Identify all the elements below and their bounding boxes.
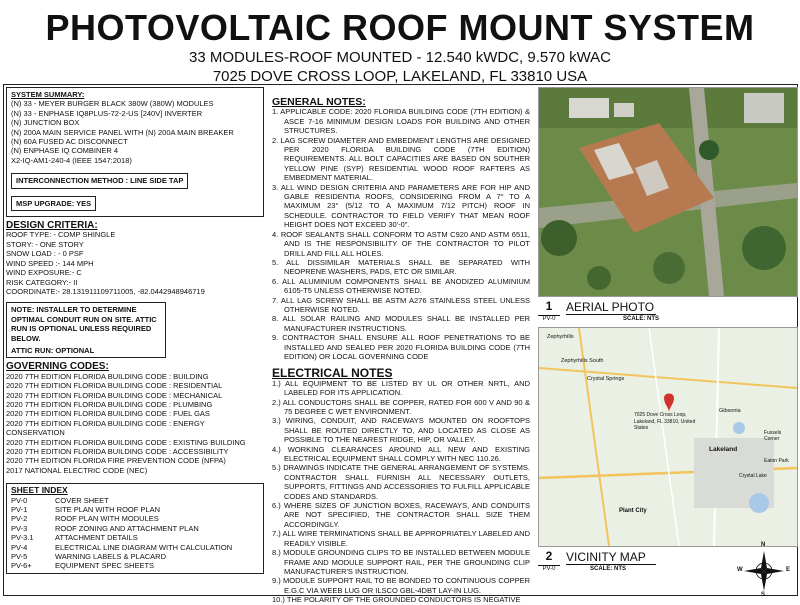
sheet-id: PV-2 bbox=[11, 514, 28, 524]
sheet-id: PV-3 bbox=[11, 523, 28, 533]
list-item: SNOW LOAD : - 0 PSF bbox=[6, 249, 84, 259]
list-item: WIND EXPOSURE:- C bbox=[6, 268, 82, 278]
sheet-desc: WARNING LABELS & PLACARD bbox=[55, 552, 167, 562]
list-item: 2020 7TH EDITION FLORIDA BUILDING CODE : PLUMBING bbox=[6, 399, 213, 409]
list-item: 3. ALL WIND DESIGN CRITERIA AND PARAMETERS ARE FOR HIP AND GABLE RESIDENTIA ROOFS, CONSIDERING FROM A 7° TO A MAXIMUM 23° (5/12 TO A MAXIMUM 7/12 PITCH) ROOF IN SCHEDULE. CONTRACTOR TO FIELD VERIFY THAT MEAN ROOF HEIGHT DOES NOT EXCEED 30'-0". bbox=[272, 182, 530, 230]
list-item: WIND SPEED :- 144 MPH bbox=[6, 258, 94, 268]
conduit-note: NOTE: INSTALLER TO DETERMINE OPTIMAL CONDUIT RUN ON SITE. ATTIC RUN IS OPTIONAL UNLESS REQUIRED BELOW. bbox=[11, 305, 157, 343]
page-title: PHOTOVOLTAIC ROOF MOUNT SYSTEM bbox=[45, 7, 755, 48]
map-place: Zephyrhills South bbox=[561, 358, 604, 364]
sheet-desc: SITE PLAN WITH ROOF PLAN bbox=[55, 505, 161, 515]
list-item: 2020 7TH EDITION FLORIDA BUILDING CODE : RESIDENTIAL bbox=[6, 381, 223, 391]
middle-column bbox=[272, 98, 530, 605]
compass-rose bbox=[737, 542, 791, 598]
list-item: 4. ROOF SEALANTS SHALL CONFORM TO ASTM C920 AND ASTM 6511, AND IS THE RESPONSIBILITY OF THE CONTRACTOR TO PILOT DRILL AND FILL ALL HOLES. bbox=[272, 229, 530, 258]
project-address: 7025 DOVE CROSS LOOP, LAKELAND, FL 33810 USA bbox=[212, 68, 588, 85]
compass-north: N bbox=[761, 542, 766, 548]
sheet-desc: EQUIPMENT SPEC SHEETS bbox=[55, 561, 155, 571]
conduit-note-box bbox=[6, 302, 166, 358]
project-subtitle: 33 MODULES-ROOF MOUNTED - 12.540 kWDC, 9.570 kWAC bbox=[188, 49, 612, 66]
aerial-sheet: PV-0 bbox=[542, 316, 556, 322]
list-item: 7. ALL LAG SCREW SHALL BE ASTM A276 STAINLESS STEEL UNLESS OTHERWISE NOTED. bbox=[272, 295, 530, 314]
sheet-id: PV-3.1 bbox=[11, 533, 34, 543]
list-item: 2020 7TH EDITION FLORIDA BUILDING CODE : EXISTING BUILDING bbox=[6, 437, 246, 447]
list-item: 2020 7TH EDITION FLORIDA BUILDING CODE : BUILDING bbox=[6, 371, 209, 381]
electrical-notes-heading: ELECTRICAL NOTES bbox=[272, 366, 393, 381]
sheet-desc: ROOF PLAN WITH MODULES bbox=[55, 514, 159, 524]
list-item: 5.) DRAWINGS INDICATE THE GENERAL ARRANGEMENT OF SYSTEMS. CONTRACTOR SHALL FURNISH ALL NECESSARY OUTLETS, SUPPORTS, FITTINGS AND ACCESSORIES TO FULFILL APPLICABLE CODES AND STANDARDS. bbox=[272, 463, 530, 501]
aerial-photo bbox=[538, 87, 798, 297]
list-item: 5. ALL DISSIMILAR MATERIALS SHALL BE SEPARATED WITH NEOPRENE WASHERS, PADS, ETC OR SIMILAR. bbox=[272, 257, 530, 277]
right-column bbox=[538, 87, 796, 573]
sheet-id: PV-1 bbox=[11, 505, 28, 515]
map-place: Crystal Lake bbox=[739, 473, 767, 479]
list-item: 10.) THE POLARITY OF THE GROUNDED CONDUCTORS IS NEGATIVE bbox=[272, 595, 521, 605]
list-item: (N) 200A MAIN SERVICE PANEL WITH (N) 200A MAIN BREAKER bbox=[11, 127, 234, 137]
list-item: 2.) ALL CONDUCTORS SHALL BE COPPER, RATED FOR 600 V AND 90 & 75 DEGREE C WET ENVIRONMENT. bbox=[272, 397, 530, 416]
aerial-photo-graphic bbox=[539, 88, 797, 296]
sheet-desc: COVER SHEET bbox=[55, 495, 109, 505]
list-item: 1.) ALL EQUIPMENT TO BE LISTED BY UL OR OTHER NRTL, AND LABELED FOR ITS APPLICATION. bbox=[272, 378, 530, 398]
governing-codes-list bbox=[6, 372, 264, 475]
sheet-id: PV-6+ bbox=[11, 561, 32, 571]
sheet-desc: ROOF ZONING AND ATTACHMENT PLAN bbox=[55, 523, 199, 533]
list-item: RISK CATEGORY:- II bbox=[6, 277, 78, 287]
list-item: 6. ALL ALUMINIUM COMPONENTS SHALL BE ANODIZED ALUMINIUM 6105-T5 UNLESS OTHERWISE NOTED. bbox=[272, 276, 530, 296]
compass-icon bbox=[743, 550, 785, 592]
map-place: Zephyrhills bbox=[547, 334, 574, 340]
sheet-id: PV-5 bbox=[11, 552, 28, 562]
vicinity-sheet: PV-0 bbox=[542, 566, 556, 572]
list-item: 9.) MODULE SUPPORT RAIL TO BE BONDED TO CONTINUOUS COPPER E.G.C VIA WEEB LUG OR ILSCO GBL-4DBT LAY-IN LUG. bbox=[272, 576, 530, 595]
map-place: Eaton Park bbox=[764, 458, 789, 464]
list-item: 1. APPLICABLE CODE: 2020 FLORIDA BUILDING CODE (7TH EDITION) & ASCE 7-16 MINIMUM DESIGN LOADS FOR BUILDING AND OTHER STRUCTURES. bbox=[272, 107, 530, 136]
list-item: X2-IQ-AM1-240-4 (IEEE 1547:2018) bbox=[11, 155, 132, 165]
design-criteria-list bbox=[6, 230, 264, 296]
list-item: (N) 33 - ENPHASE IQ8PLUS-72-2-US [240V] INVERTER bbox=[11, 108, 203, 118]
map-place: Gibsonia bbox=[719, 408, 741, 414]
attic-run: ATTIC RUN: OPTIONAL bbox=[11, 345, 95, 355]
compass-east: E bbox=[786, 567, 791, 573]
map-pin-label: 7025 Dove Cross Loop, Lakeland, FL 33810, United States bbox=[634, 412, 696, 431]
sheet-index-box bbox=[6, 483, 264, 574]
aerial-scale: SCALE: NTS bbox=[623, 316, 659, 322]
map-place: Fussels Corner bbox=[764, 430, 782, 442]
left-column bbox=[6, 87, 264, 577]
vicinity-scale: SCALE: NTS bbox=[590, 566, 626, 572]
system-summary-list bbox=[11, 99, 259, 165]
map-place: Lakeland bbox=[709, 446, 738, 453]
list-item: STORY: - ONE STORY bbox=[6, 239, 84, 249]
list-item: (N) ENPHASE IQ COMBINER 4 bbox=[11, 146, 119, 156]
interconnection-method: INTERCONNECTION METHOD : LINE SIDE TAP bbox=[11, 173, 188, 188]
list-item: 8. ALL SOLAR RAILING AND MODULES SHALL BE INSTALLED PER MANUFACTURER INSTRUCTIONS. bbox=[272, 314, 530, 333]
list-item: 7.) ALL WIRE TERMINATIONS SHALL BE APPROPRIATELY LABELED AND READILY VISIBLE. bbox=[272, 529, 530, 548]
list-item: 2020 7TH EDITION FLORIDA BUILDING CODE : ENERGY CONSERVATION bbox=[6, 418, 205, 438]
sheet-index-heading: SHEET INDEX bbox=[11, 485, 68, 496]
aerial-photo-label bbox=[538, 299, 796, 321]
list-item: 2020 7TH EDITION FLORIDA BUILDING CODE : ACCESSIBILITY bbox=[6, 447, 229, 456]
list-item: 2020 7TH EDITION FLORIDA BUILDING CODE : MECHANICAL bbox=[6, 390, 223, 400]
sheet-desc: ELECTRICAL LINE DIAGRAM WITH CALCULATION bbox=[55, 542, 233, 552]
list-item: 9. CONTRACTOR SHALL ENSURE ALL ROOF PENETRATIONS TO BE INSTALLED AND SEALED PER 2020 FLORIDA BUILDING CODE (7TH EDITION) OR LOCAL GOVERNING CODE bbox=[272, 333, 530, 361]
list-item: (N) 33 - MEYER BURGER BLACK 380W (380W) MODULES bbox=[11, 99, 214, 109]
aerial-number: 1 bbox=[538, 299, 560, 316]
list-item: (N) JUNCTION BOX bbox=[11, 118, 80, 128]
list-item: (N) 60A FUSED AC DISCONNECT bbox=[11, 137, 128, 147]
list-item: 2017 NATIONAL ELECTRIC CODE (NEC) bbox=[6, 465, 148, 475]
governing-codes-heading: GOVERNING CODES: bbox=[6, 361, 109, 373]
list-item: 2. LAG SCREW DIAMETER AND EMBEDMENT LENGTHS ARE DESIGNED PER 2020 FLORIDA BUILDING CODE (7TH EDITION) REQUIREMENTS. ALL BOLT CAPACITIES ARE BASED ON SOUTHER YELLOW PINE (SYP) RESIDENTIAL WOOD ROOF RAFTERS AS EMBEDMENT MATERIAL. bbox=[272, 135, 530, 183]
vicinity-title: VICINITY MAP bbox=[566, 550, 656, 565]
vicinity-number: 2 bbox=[538, 549, 560, 566]
list-item: COORDINATE:- 28.131911109711005, -82.0442948946719 bbox=[6, 286, 205, 296]
list-item: 3.) WIRING, CONDUIT, AND RACEWAYS MOUNTED ON ROOFTOPS SHALL BE ROUTED DIRECTLY TO, AND LOCATED AS CLOSE AS POSSIBLE TO THE NEAREST RIDGE, HIP, OR VALLEY. bbox=[272, 416, 530, 445]
vicinity-map bbox=[538, 327, 798, 547]
list-item: 2020 7TH EDITION FLORIDA FIRE PREVENTION CODE (NFPA) bbox=[6, 456, 226, 466]
list-item: 4.) WORKING CLEARANCES AROUND ALL NEW AND EXISTING ELECTRICAL EQUIPMENT SHALL COMPLY WITH NEC 110.26. bbox=[272, 444, 530, 464]
list-item: ROOF TYPE: - COMP SHINGLE bbox=[6, 230, 116, 240]
list-item: 2020 7TH EDITION FLORIDA BUILDING CODE : FUEL GAS bbox=[6, 409, 210, 419]
electrical-notes-list bbox=[272, 379, 530, 605]
map-place: Plant City bbox=[619, 508, 647, 514]
list-item: 8.) MODULE GROUNDING CLIPS TO BE INSTALLED BETWEEN MODULE FRAME AND MODULE SUPPORT RAIL, PER THE GROUNDING CLIP MANUFACTURER'S INSTRUCTION. bbox=[272, 548, 530, 576]
system-summary-box bbox=[6, 87, 264, 217]
title-block bbox=[0, 0, 800, 86]
sheet-index-table bbox=[11, 496, 259, 571]
msp-upgrade: MSP UPGRADE: YES bbox=[11, 196, 96, 211]
general-notes-heading: GENERAL NOTES: bbox=[272, 96, 366, 108]
compass-south: S bbox=[761, 592, 766, 598]
aerial-title: AERIAL PHOTO bbox=[566, 300, 655, 314]
map-place: Crystal Springs bbox=[587, 376, 625, 382]
design-criteria-heading: DESIGN CRITERIA: bbox=[6, 220, 98, 232]
system-summary-heading: SYSTEM SUMMARY: bbox=[11, 90, 85, 99]
list-item: 6.) WHERE SIZES OF JUNCTION BOXES, RACEWAYS, AND CONDUITS ARE NOT SPECIFIED, THE CONTRACTOR SHALL SIZE THEM ACCORDINGLY. bbox=[272, 501, 530, 529]
sheet-id: PV-0 bbox=[11, 495, 28, 505]
compass-west: W bbox=[737, 567, 743, 573]
sheet-desc: ATTACHMENT DETAILS bbox=[55, 533, 138, 543]
general-notes-list bbox=[272, 107, 530, 361]
sheet-id: PV-4 bbox=[11, 542, 28, 552]
